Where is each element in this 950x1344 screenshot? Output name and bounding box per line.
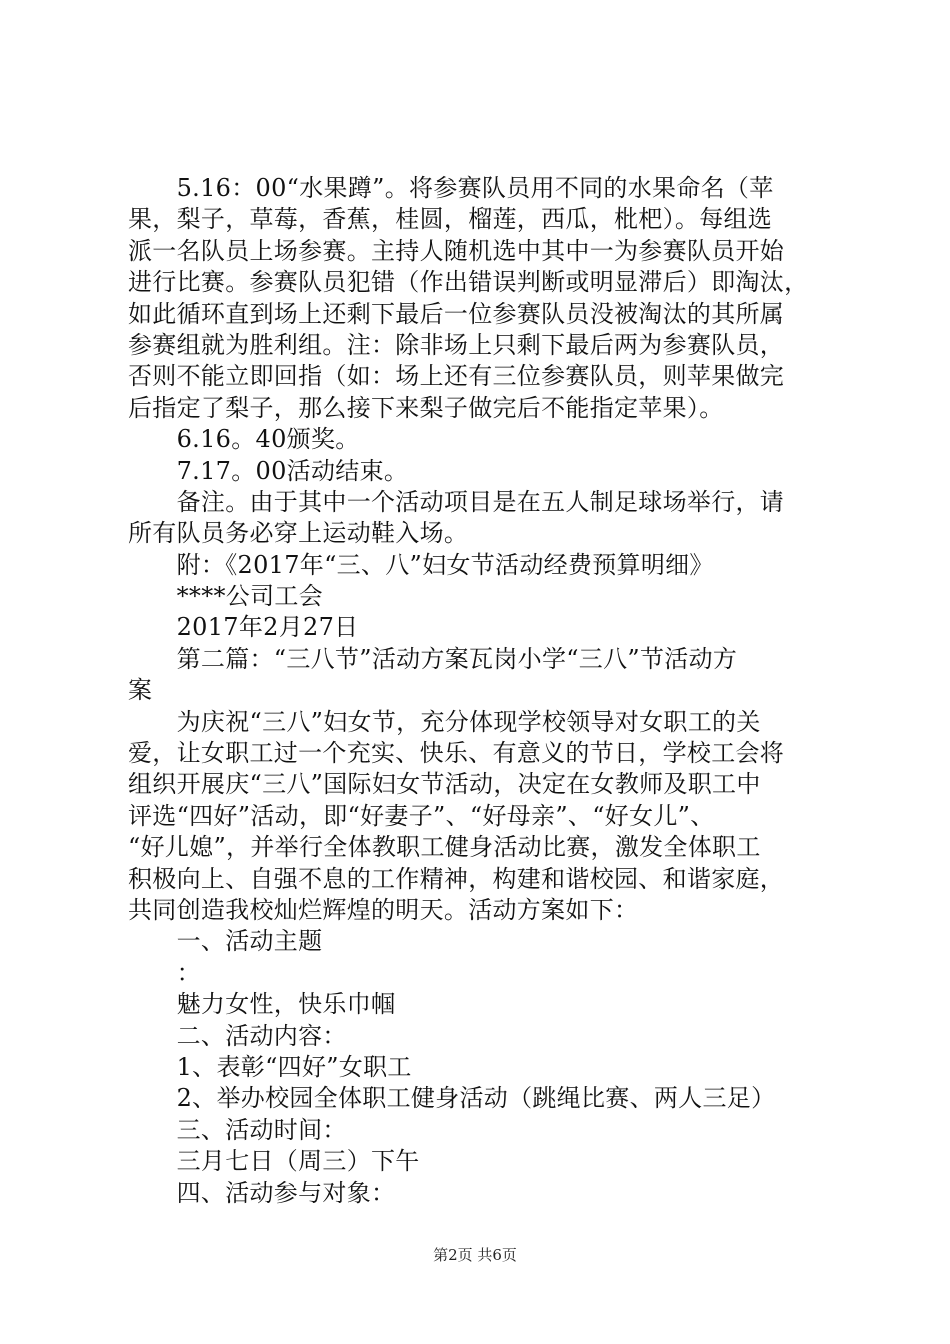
- text-line: 如此循环直到场上还剩下最后一位参赛队员没被淘汰的其所属: [128, 299, 785, 328]
- text-line: 组织开展庆“三八”国际妇女节活动，决定在女教师及职工中: [128, 770, 761, 799]
- text-line: 积极向上、自强不息的工作精神，构建和谐校园、和谐家庭，: [128, 864, 785, 893]
- text-line: 为庆祝“三八”妇女节，充分体现学校领导对女职工的关: [128, 707, 761, 736]
- text-line: 爱，让女职工过一个充实、快乐、有意义的节日，学校工会将: [128, 739, 785, 768]
- text-line: 后指定了梨子，那么接下来梨子做完后不能指定苹果）。: [128, 393, 724, 422]
- section-heading: 案: [128, 676, 153, 705]
- text-line: 果，梨子，草莓，香蕉，桂圆，榴莲，西瓜，枇杷）。每组选: [128, 205, 773, 234]
- text-line: 进行比赛。参赛队员犯错（作出错误判断或明显滞后）即淘汰，: [128, 268, 809, 297]
- text-line: 参赛组就为胜利组。注：除非场上只剩下最后两为参赛队员，: [128, 330, 785, 359]
- text-line: 共同创造我校灿烂辉煌的明天。活动方案如下：: [128, 895, 639, 924]
- text-line: 三月七日（周三）下午: [128, 1147, 420, 1176]
- text-line: 魅力女性，快乐巾帼: [128, 990, 396, 1019]
- text-line: ****公司工会: [128, 582, 323, 611]
- text-line: 一、活动主题: [128, 927, 323, 956]
- text-line: 备注。由于其中一个活动项目是在五人制足球场举行，请: [128, 487, 785, 516]
- text-line: 7.17。00活动结束。: [128, 456, 409, 485]
- text-line: 评选“四好”活动，即“好妻子”、“好母亲”、“好女儿”、: [128, 801, 715, 830]
- text-line: 派一名队员上场参赛。主持人随机选中其中一为参赛队员开始: [128, 236, 785, 265]
- text-line: 二、活动内容：: [128, 1021, 347, 1050]
- text-line: 四、活动参与对象：: [128, 1178, 396, 1207]
- page-number-footer: 第2页 共6页: [433, 1246, 517, 1264]
- text-line: 2017年2月27日: [128, 613, 359, 642]
- text-line: 1、表彰“四好”女职工: [128, 1052, 412, 1081]
- text-line: ：: [128, 958, 201, 987]
- text-line: 否则不能立即回指（如：场上还有三位参赛队员，则苹果做完: [128, 362, 785, 391]
- section-heading: 第二篇：“三八节”活动方案瓦岗小学“三八”节活动方: [128, 644, 738, 673]
- document-body: [128, 173, 836, 1209]
- text-line: 2、举办校园全体职工健身活动（跳绳比赛、两人三足）: [128, 1084, 776, 1113]
- text-line: 所有队员务必穿上运动鞋入场。: [128, 519, 469, 548]
- text-line: 5.16：00“水果蹲”。将参赛队员用不同的水果命名（苹: [128, 174, 774, 202]
- text-line: “好儿媳”，并举行全体教职工健身活动比赛，激发全体职工: [128, 833, 761, 862]
- text-line: 6.16。40颁奖。: [128, 425, 360, 454]
- text-line: 三、活动时间：: [128, 1115, 347, 1144]
- text-line: 附：《2017年“三、八”妇女节活动经费预算明细》: [128, 550, 714, 579]
